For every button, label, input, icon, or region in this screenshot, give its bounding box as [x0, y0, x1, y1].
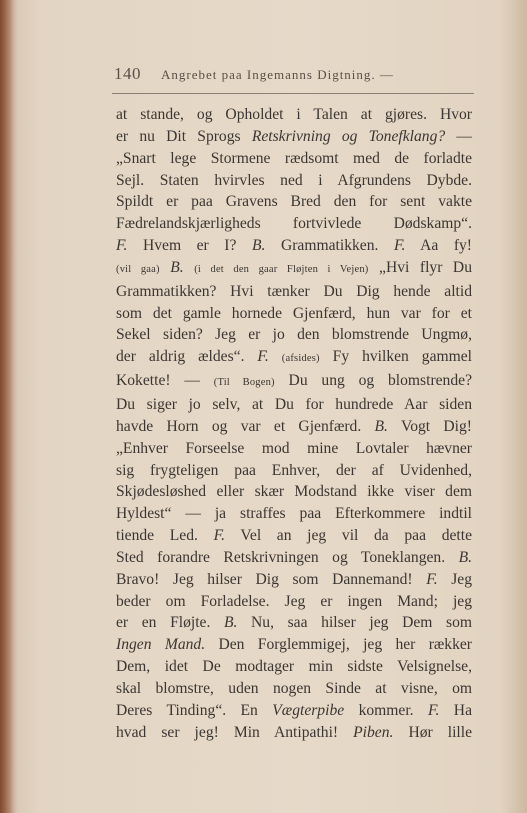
- text-line: [116, 126, 472, 148]
- text-segment: Dem, idet De modtager min sidste Velsignelse,: [116, 658, 472, 676]
- text-line: [116, 416, 472, 438]
- page-number: 140: [114, 64, 141, 83]
- text-line: [116, 525, 472, 547]
- text-segment: Fædrelandskjærligheds fortvivlede Dødskamp“.: [116, 215, 472, 233]
- text-segment: kommer.: [344, 701, 428, 719]
- text-line: [116, 591, 472, 613]
- text-segment: [184, 259, 195, 276]
- text-line: [116, 503, 472, 525]
- text-segment: [269, 348, 282, 365]
- text-line: [116, 460, 472, 482]
- text-segment: Sted forandre Retskrivningen og Toneklangen.: [116, 548, 459, 566]
- text-segment: Sejl. Staten hvirvles ned i Afgrundens Dybde.: [116, 171, 472, 189]
- text-line: [116, 678, 472, 700]
- italic-text: Vægterpibe: [272, 701, 345, 719]
- text-segment: sig frygteligen paa Enhver, der af Uvidenhed,: [116, 461, 472, 479]
- text-line: [116, 324, 472, 346]
- text-line: [116, 370, 472, 394]
- text-line: [116, 148, 472, 170]
- text-segment: Bravo! Jeg hilser Dig som Dannemand!: [116, 570, 427, 588]
- text-segment: Spildt er paa Gravens Bred den for sent vakte: [116, 193, 472, 211]
- stage-direction: (i det den gaar Fløjten i Vejen): [194, 263, 369, 275]
- text-segment: Aa fy!: [405, 237, 473, 255]
- italic-text: B.: [458, 548, 472, 566]
- text-segment: hvad ser jeg! Min Antipathi!: [116, 723, 354, 741]
- text-segment: Nu, saa hilser jeg Dem som: [237, 614, 472, 632]
- text-segment: der aldrig ældes“.: [116, 348, 258, 366]
- text-segment: skal blomstre, uden nogen Sinde at visne, om: [116, 679, 472, 697]
- italic-text: B.: [223, 614, 238, 632]
- italic-text: F.: [427, 701, 440, 719]
- stage-direction: (afsides): [281, 353, 320, 365]
- text-line: [116, 257, 472, 281]
- body-text: [116, 104, 472, 743]
- text-line: [116, 481, 472, 503]
- header-rule: [112, 93, 474, 94]
- italic-text: F.: [257, 348, 269, 366]
- italic-text: Piben.: [353, 723, 394, 741]
- text-segment: Du ung og blomstrende?: [274, 372, 472, 390]
- italic-text: B.: [374, 417, 388, 435]
- text-line: [116, 170, 472, 192]
- text-segment: Du siger jo selv, at Du for hundrede Aar siden: [116, 395, 472, 413]
- text-line: [116, 634, 472, 656]
- text-line: [116, 191, 472, 213]
- text-segment: Kokette! —: [116, 372, 214, 390]
- text-line: [116, 213, 472, 235]
- italic-text: B.: [170, 258, 184, 276]
- running-head: Angrebet paa Ingemanns Digtning. —: [161, 67, 394, 82]
- italic-text: F.: [213, 527, 225, 545]
- text-segment: „Hvi flyr Du: [368, 258, 472, 276]
- text-segment: Hvem er I?: [127, 237, 252, 255]
- text-line: [116, 569, 472, 591]
- text-line: [116, 656, 472, 678]
- text-segment: havde Horn og var et Gjenfærd.: [116, 417, 375, 435]
- text-line: [116, 612, 472, 634]
- text-line: [116, 303, 472, 325]
- text-segment: Hyldest“ — ja straffes paa Efterkommere indtil: [116, 505, 472, 523]
- text-line: [116, 547, 472, 569]
- text-segment: som det gamle hornede Gjenfærd, hun var for et: [116, 304, 472, 322]
- text-segment: Vogt Dig!: [387, 417, 472, 435]
- text-line: [116, 104, 472, 126]
- italic-text: F.: [426, 570, 438, 588]
- italic-text: Ingen Mand.: [116, 636, 206, 654]
- italic-text: Retskrivning og Tonefklang?: [251, 127, 446, 145]
- italic-text: F.: [116, 237, 128, 255]
- text-segment: Ha: [439, 701, 472, 719]
- page-header: [114, 64, 474, 84]
- text-segment: „Enhver Forseelse mod mine Lovtaler hævner: [116, 439, 472, 457]
- text-line: [116, 438, 472, 460]
- text-segment: [160, 259, 171, 276]
- italic-text: B.: [251, 237, 266, 255]
- text-line: [116, 700, 472, 722]
- text-segment: —: [445, 127, 472, 145]
- text-segment: Hør lille: [393, 723, 472, 741]
- text-segment: Fy hvilken gammel: [319, 348, 472, 366]
- text-segment: er nu Dit Sprogs: [116, 127, 252, 145]
- text-segment: Jeg: [437, 570, 473, 588]
- text-segment: Deres Tinding“. En: [116, 701, 273, 719]
- text-line: [116, 722, 472, 744]
- text-segment: Grammatikken.: [265, 237, 394, 255]
- text-segment: beder om Forladelse. Jeg er ingen Mand; jeg: [116, 592, 472, 610]
- text-segment: tiende Led.: [116, 527, 214, 545]
- text-segment: Grammatikken? Hvi tænker Du Dig hende altid: [116, 282, 472, 300]
- text-segment: Sekel siden? Jeg er jo den blomstrende Ungmø,: [116, 326, 472, 344]
- page-binding-edge: [0, 0, 18, 813]
- stage-direction: (Til Bogen): [213, 377, 275, 389]
- text-line: [116, 394, 472, 416]
- stage-direction: (vil gaa): [116, 263, 160, 275]
- text-segment: Vel an jeg vil da paa dette: [224, 527, 472, 545]
- text-segment: Den Forglemmigej, jeg her rækker: [205, 636, 472, 654]
- text-line: [116, 235, 472, 257]
- italic-text: F.: [393, 237, 406, 255]
- text-segment: at stande, og Opholdet i Talen at gjøres. Hvor: [116, 106, 472, 123]
- text-segment: er en Fløjte.: [116, 614, 224, 632]
- text-segment: „Snart lege Stormene rædsomt med de forladte: [116, 149, 472, 167]
- text-segment: Skjødesløshed eller skær Modstand ikke viser dem: [116, 483, 472, 501]
- text-line: [116, 346, 472, 370]
- text-line: [116, 281, 472, 303]
